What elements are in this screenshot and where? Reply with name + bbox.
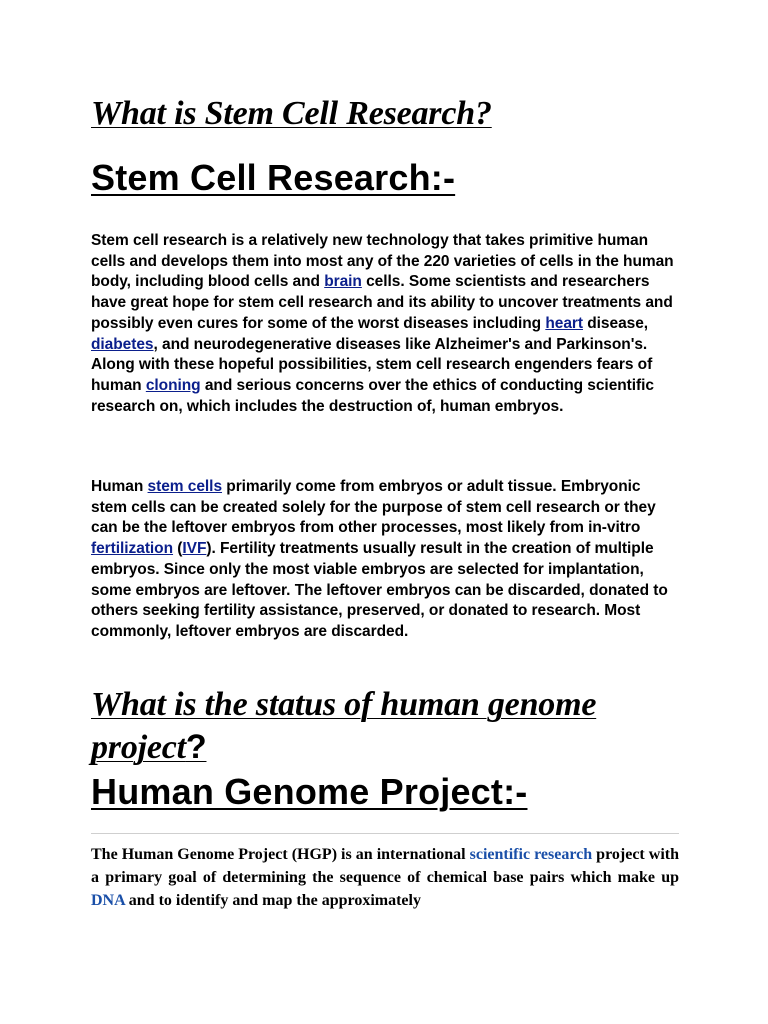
link-scientific-research[interactable]: scientific research <box>469 846 593 863</box>
text-run: and serious concerns over the ethics of conducting scientific research on, which includes the destruction of, human embryos. <box>91 376 654 415</box>
link-dna[interactable]: DNA <box>91 892 125 909</box>
link-stem-cells[interactable]: stem cells <box>147 478 223 495</box>
heading-stem-cell-research: Stem Cell Research:- <box>91 157 456 198</box>
text-run: ). Fertility treatments usually result in the creation of multiple embryos. Since only the most viable embryos are selected for implantation, some embryos are leftover. The leftover embryos can be discarded, donated to others seeking fertility assistance, preserved, or donated to research. Most commonly, leftover embryos are discarded. <box>91 540 668 640</box>
heading-question-mark: ? <box>185 728 207 766</box>
horizontal-divider <box>91 833 679 834</box>
text-run: Stem cell research is a relatively new technology that takes primitive human cells and develops them into most any of the 220 varieties of cells in the human body, including blood cells and <box>91 232 674 291</box>
text-run: , and neurodegenerative diseases like Alzheimer's and Parkinson's. Along with these hopeful possibilities, stem cell research engenders fears of human <box>91 335 653 394</box>
link-fertilization[interactable]: fertilization <box>91 540 174 558</box>
text-run: Human <box>91 478 148 495</box>
text-run: ( <box>173 540 183 558</box>
link-diabetes[interactable]: diabetes <box>91 335 154 353</box>
link-heart[interactable]: heart <box>545 314 583 332</box>
heading-human-genome-project: Human Genome Project:- <box>91 771 528 812</box>
heading-line-2: project <box>91 729 186 766</box>
paragraph-hgp-intro <box>91 843 679 912</box>
text-run: cells. Some scientists and researchers have great hope for stem cell research and its ability to uncover treatments and possibly even cures for some of the worst diseases including <box>91 273 673 332</box>
paragraph-stem-cell-intro <box>91 231 679 417</box>
text-run: disease, <box>583 314 649 332</box>
heading-line-1: What is the status of human genome <box>91 686 597 723</box>
heading-what-is-stem-cell-research: What is Stem Cell Research? <box>91 95 492 132</box>
text-run: project with a primary goal of determining the sequence of chemical base pairs which make up <box>91 846 680 886</box>
link-brain[interactable]: brain <box>324 273 362 291</box>
text-run: and to identify and map the approximately <box>124 892 421 909</box>
text-run: The Human Genome Project (HGP) is an international <box>91 846 470 863</box>
heading-status-human-genome-project <box>91 684 679 769</box>
text-run: primarily come from embryos or adult tissue. Embryonic stem cells can be created solely for the purpose of stem cell research or they can be the leftover embryos from other processes, most likely from in-vitro <box>91 478 656 537</box>
paragraph-stem-cell-sources <box>91 477 679 643</box>
link-cloning[interactable]: cloning <box>145 376 201 394</box>
link-ivf[interactable]: IVF <box>182 540 207 558</box>
